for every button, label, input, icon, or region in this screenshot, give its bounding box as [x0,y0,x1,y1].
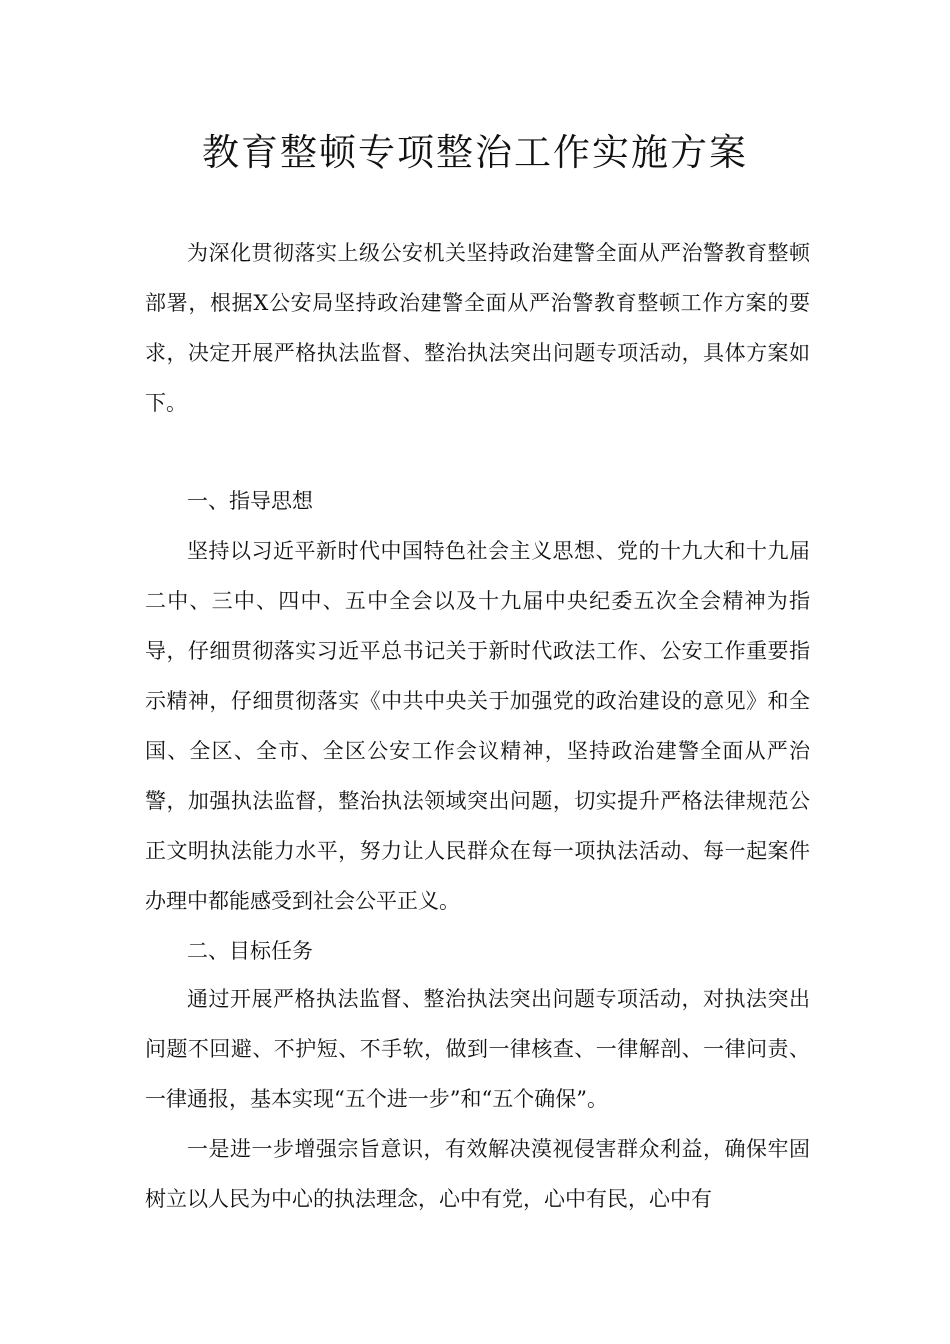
section-paragraph-guiding-ideology: 坚持以习近平新时代中国特色社会主义思想、党的十九大和十九届二中、三中、四中、五中全会以及十九届中央纪委五次全会精神为指导，仔细贯彻落实习近平总书记关于新时代政法工作、公安工作重要指示精神，仔细贯彻落实《中共中央关于加强党的政治建设的意见》和全国、全区、全市、全区公安工作会议精神，坚持政治建警全面从严治警，加强执法监督，整治执法领域突出问题，切实提升严格法律规范公正文明执法能力水平，努力让人民群众在每一项执法活动、每一起案件办理中都能感受到社会公平正义。 [145,539,810,913]
section-heading-goals-tasks: 二、目标任务 [187,939,313,963]
intro-paragraph: 为深化贯彻落实上级公安机关坚持政治建警全面从严治警教育整顿部署，根据X公安局坚持政治建警全面从严治警教育整顿工作方案的要求，决定开展严格执法监督、整治执法突出问题专项活动，具体方案如下。 [145,241,810,415]
section-paragraph-item-one: 一是进一步增强宗旨意识，有效解决漠视侵害群众利益，确保牢固树立以人民为中心的执法理念，心中有党，心中有民，心中有 [145,1137,810,1211]
section-heading-guiding-ideology: 一、指导思想 [187,489,313,513]
section-paragraph-goals-tasks: 通过开展严格执法监督、整治执法突出问题专项活动，对执法突出问题不回避、不护短、不手软，做到一律核查、一律解剖、一律问责、一律通报，基本实现“五个进一步”和“五个确保”。 [145,987,810,1111]
document-title: 教育整顿专项整治工作实施方案 [202,131,748,174]
